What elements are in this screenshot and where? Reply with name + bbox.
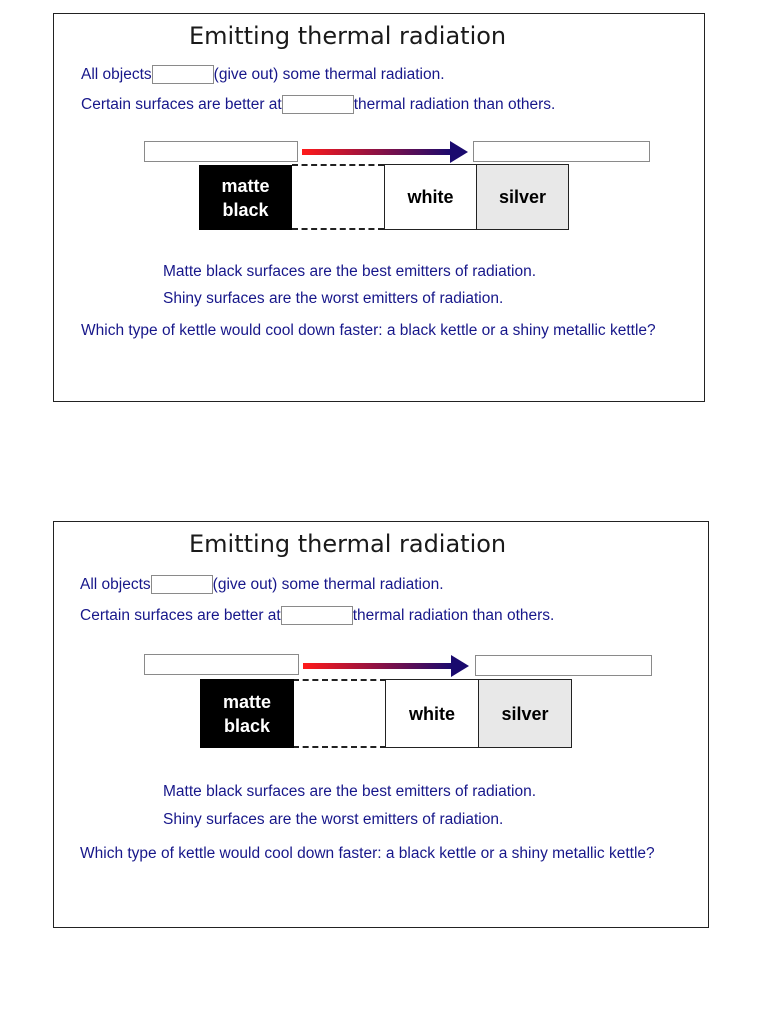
- left-label-box[interactable]: [144, 654, 299, 675]
- white-swatch: white: [384, 164, 477, 230]
- line-text: thermal radiation than others.: [353, 95, 556, 113]
- dashed-line-bottom: [292, 228, 384, 230]
- white-swatch: white: [385, 679, 479, 748]
- fill-in-line-1: [80, 575, 444, 594]
- dashed-line-top: [293, 679, 386, 681]
- line-text: (give out) some thermal radiation.: [212, 575, 444, 593]
- slide-1: [53, 13, 705, 402]
- slide-2: [53, 521, 709, 928]
- dashed-line-top: [292, 164, 384, 166]
- right-label-box[interactable]: [473, 141, 650, 162]
- note-worst-emitters: Shiny surfaces are the worst emitters of radiation.: [163, 811, 504, 828]
- answer-blank[interactable]: [281, 606, 353, 625]
- question: Which type of kettle would cool down faster: a black kettle or a shiny metallic kettle?: [81, 322, 656, 339]
- left-label-box[interactable]: [144, 141, 298, 162]
- gradient-arrow-icon: [302, 140, 470, 164]
- slide-title: Emitting thermal radiation: [189, 530, 507, 558]
- right-label-box[interactable]: [475, 655, 652, 676]
- dashed-line-bottom: [293, 746, 386, 748]
- line-text: Certain surfaces are better at: [81, 95, 282, 113]
- note-best-emitters: Matte black surfaces are the best emitters of radiation.: [163, 783, 537, 800]
- fill-in-line-2: [80, 606, 554, 625]
- answer-blank[interactable]: [282, 95, 354, 114]
- matte-black-swatch: matte black: [200, 679, 294, 748]
- line-text: thermal radiation than others.: [352, 606, 555, 624]
- fill-in-line-1: [81, 65, 445, 84]
- answer-blank[interactable]: [152, 65, 214, 84]
- question: Which type of kettle would cool down faster: a black kettle or a shiny metallic kettle?: [80, 845, 655, 862]
- line-text: Certain surfaces are better at: [80, 606, 281, 624]
- matte-black-swatch: matte black: [199, 165, 292, 230]
- answer-blank[interactable]: [151, 575, 213, 594]
- line-text: All objects: [80, 575, 151, 593]
- silver-swatch: silver: [476, 164, 569, 230]
- fill-in-line-2: [81, 95, 555, 114]
- gradient-arrow-icon: [303, 654, 471, 678]
- note-best-emitters: Matte black surfaces are the best emitters of radiation.: [163, 263, 537, 280]
- silver-swatch: silver: [478, 679, 572, 748]
- slide-title: Emitting thermal radiation: [189, 22, 507, 50]
- line-text: All objects: [81, 65, 152, 83]
- line-text: (give out) some thermal radiation.: [213, 65, 445, 83]
- note-worst-emitters: Shiny surfaces are the worst emitters of radiation.: [163, 290, 504, 307]
